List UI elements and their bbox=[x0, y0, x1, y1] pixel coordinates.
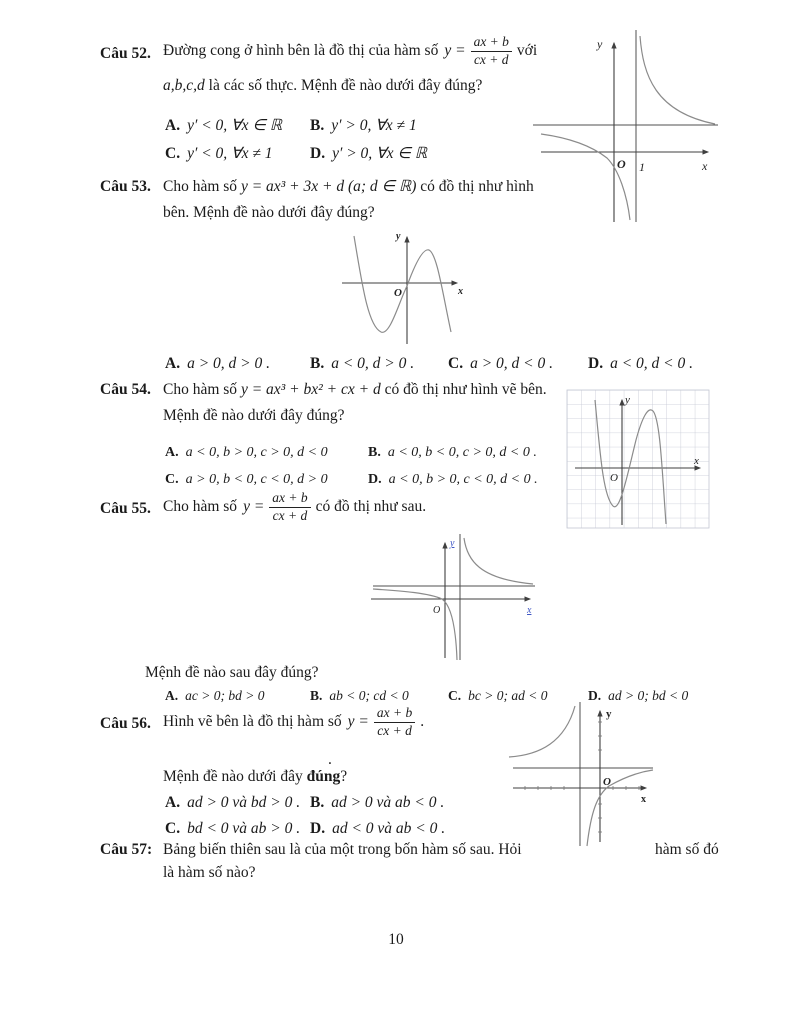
q55-y-axis-label: y bbox=[450, 538, 455, 549]
q55-label: Câu 55. bbox=[100, 500, 151, 517]
q54-label: Câu 54. bbox=[100, 381, 151, 398]
q54-option-d: D. a < 0, b > 0, c < 0, d < 0 . bbox=[368, 472, 538, 487]
q54-option-a: A. a < 0, b > 0, c > 0, d < 0 bbox=[165, 445, 328, 460]
q52-option-a: A. y′ < 0, ∀x ∈ ℝ bbox=[165, 117, 283, 134]
q54-line1: Cho hàm số y = ax³ + bx² + cx + d có đồ thị như hình vẽ bên. bbox=[163, 381, 547, 398]
q52-option-d: D. y′ > 0, ∀x ∈ ℝ bbox=[310, 145, 428, 162]
q56-y-axis-label: y bbox=[606, 708, 612, 720]
q55-option-c: C. bc > 0; ad < 0 bbox=[448, 688, 548, 703]
q53-origin-label: O bbox=[394, 287, 402, 299]
q54-option-b: B. a < 0, b < 0, c > 0, d < 0 . bbox=[368, 445, 537, 460]
q53-graph bbox=[330, 226, 470, 348]
q56-label: Câu 56. bbox=[100, 715, 151, 732]
q52-text-post: với bbox=[516, 42, 538, 60]
q57-line1-left: Bảng biến thiên sau là của một trong bốn hàm số sau. Hỏi bbox=[163, 841, 522, 858]
q53-line2: bên. Mệnh đề nào dưới đây đúng? bbox=[163, 204, 375, 221]
q57-line2: là hàm số nào? bbox=[163, 864, 256, 881]
q52-fraction: $\frac{ax + b}{cx + d}$ bbox=[471, 34, 512, 68]
q55-question: Mệnh đề nào sau đây đúng? bbox=[145, 664, 319, 681]
q55-origin-label: O bbox=[433, 605, 441, 616]
q54-x-axis-label: x bbox=[694, 455, 699, 467]
q53-option-c: C. a > 0, d < 0 . bbox=[448, 355, 553, 372]
q56-axis-ticks bbox=[525, 722, 639, 832]
q53-option-b: B. a < 0, d > 0 . bbox=[310, 355, 415, 372]
q52-curve-upper bbox=[640, 36, 715, 124]
q52-label: Câu 52. bbox=[100, 45, 151, 62]
q52-y-axis-label: y bbox=[597, 37, 603, 51]
q57-label: Câu 57: bbox=[100, 841, 153, 858]
q52-option-c: C. y′ < 0, ∀x ≠ 1 bbox=[165, 145, 273, 162]
q53-option-d: D. a < 0, d < 0 . bbox=[588, 355, 693, 372]
q55-curve-upper bbox=[464, 538, 533, 584]
q56-option-a: A. ad > 0 và bd > 0 . bbox=[165, 794, 301, 811]
q52-text-pre: Đường cong ở hình bên là đồ thị của hàm số bbox=[163, 42, 439, 60]
q56-line1: Hình vẽ bên là đồ thị hàm số y = $\frac{ax + b}{cx + d}$ . bbox=[163, 705, 425, 738]
q56-curve-upper bbox=[509, 706, 575, 757]
q54-grid bbox=[567, 390, 709, 528]
page-number: 10 bbox=[388, 931, 404, 948]
q54-y-axis-label: y bbox=[625, 394, 630, 406]
q56-option-c: C. bd < 0 và ab > 0 . bbox=[165, 820, 301, 837]
q52-graph bbox=[533, 30, 718, 222]
q55-option-d: D. ad > 0; bd < 0 bbox=[588, 688, 689, 703]
q55-curve-lower bbox=[373, 589, 457, 660]
q56-origin-label: O bbox=[603, 776, 611, 788]
q52-line2: a,b,c,d là các số thực. Mệnh đề nào dưới đây đúng? bbox=[163, 77, 483, 94]
q53-x-axis-label: x bbox=[458, 286, 463, 297]
q56-curve-lower bbox=[587, 770, 653, 846]
q56-option-d: D. ad < 0 và ab < 0 . bbox=[310, 820, 446, 837]
q53-y-axis-label: y bbox=[396, 231, 401, 242]
q55-option-a: A. ac > 0; bd > 0 bbox=[165, 688, 265, 703]
q52-option-b: B. y′ > 0, ∀x ≠ 1 bbox=[310, 117, 417, 134]
q52-curve-lower bbox=[541, 134, 630, 220]
q56-graph bbox=[505, 700, 660, 848]
q54-line2: Mệnh đề nào dưới đây đúng? bbox=[163, 407, 345, 424]
q54-option-c: C. a > 0, b < 0, c < 0, d > 0 bbox=[165, 472, 328, 487]
q56-question: Mệnh đề nào dưới đây đúng? bbox=[163, 768, 348, 785]
q52-line1 bbox=[163, 34, 537, 68]
q57-line1-right: hàm số đó bbox=[655, 841, 719, 858]
q52-x-axis-label: x bbox=[702, 159, 708, 173]
q53-label: Câu 53. bbox=[100, 178, 151, 195]
q55-graph bbox=[363, 532, 543, 662]
q55-option-b: B. ab < 0; cd < 0 bbox=[310, 688, 409, 703]
q56-option-b: B. ad > 0 và ab < 0 . bbox=[310, 794, 445, 811]
q52-origin-label: O bbox=[617, 157, 626, 171]
q55-line1: Cho hàm số y = $\frac{ax + b}{cx + d}$ có đồ thị như sau. bbox=[163, 490, 427, 523]
q53-line1: Cho hàm số y = ax³ + 3x + d (a; d ∈ ℝ) có đồ thị như hình bbox=[163, 178, 534, 195]
q56-fraction: $\frac{ax + b}{cx + d}$ bbox=[374, 705, 415, 739]
q54-graph bbox=[567, 390, 709, 528]
q53-option-a: A. a > 0, d > 0 . bbox=[165, 355, 270, 372]
q56-stray-period: . bbox=[328, 751, 332, 768]
q54-origin-label: O bbox=[610, 472, 618, 484]
q53-curve bbox=[354, 236, 451, 332]
q56-x-axis-label: x bbox=[641, 794, 646, 805]
q52-formula-lhs: y = bbox=[444, 42, 466, 60]
q55-x-axis-label: x bbox=[527, 605, 532, 616]
q52-tick-1-label: 1 bbox=[639, 160, 645, 174]
q55-fraction: $\frac{ax + b}{cx + d}$ bbox=[269, 490, 310, 524]
